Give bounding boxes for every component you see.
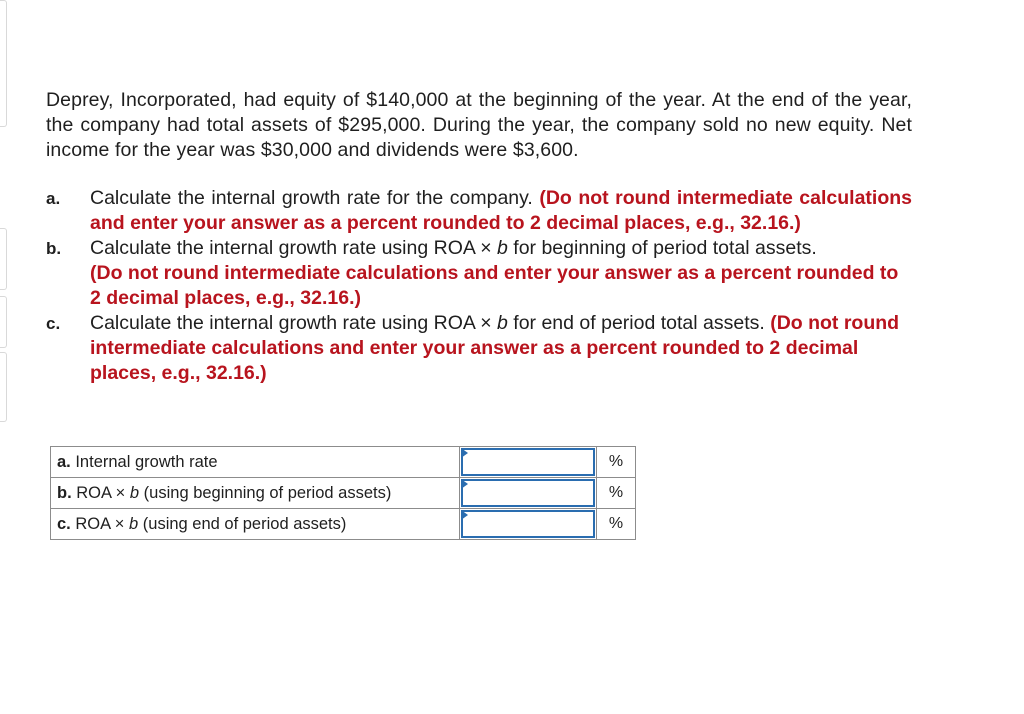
part-body: [90, 186, 912, 236]
variable-b: b: [497, 237, 508, 259]
part-body: [90, 311, 912, 386]
part-letter: c.: [46, 314, 61, 333]
input-marker-icon: [461, 479, 468, 489]
input-marker-icon: [461, 510, 468, 520]
roa-b-end-input[interactable]: [461, 510, 595, 538]
question-part-a: [46, 186, 912, 236]
answer-row-c: [51, 509, 636, 540]
answer-label-text: ROA ×: [70, 514, 129, 533]
question-intro: Deprey, Incorporated, had equity of $140,000 at the beginning of the year. At the end of the year, the company had total assets of $295,000. During the year, the company sold no new equity. Net income for the year was $30,000 and dividends were $3,600.: [46, 89, 912, 161]
part-instruction: (Do not round intermediate calculations and enter your answer as a percent rounded to 2 decimal places, e.g., 32.16.): [90, 262, 899, 309]
answer-table: [50, 446, 636, 540]
variable-b: b: [129, 483, 140, 502]
answer-letter: c.: [57, 514, 71, 533]
answer-label-text: Internal growth rate: [70, 452, 218, 471]
answer-row-a: [51, 447, 636, 478]
part-instruction: (Do not round intermediate calculations and enter your answer as a percent rounded to 2 decimal places, e.g., 32.16.): [90, 187, 913, 234]
question-part-c: [46, 311, 912, 386]
answer-label: [51, 447, 460, 478]
side-panel-edge: [0, 0, 6, 430]
roa-b-beginning-input[interactable]: [461, 479, 595, 507]
side-tab[interactable]: [0, 0, 7, 127]
answer-label-text: ROA ×: [71, 483, 130, 502]
input-marker-icon: [461, 448, 468, 458]
variable-b: b: [129, 514, 139, 533]
question-part-b: [46, 236, 912, 311]
answer-row-b: [51, 478, 636, 509]
answer-letter: b.: [57, 483, 72, 502]
side-tab[interactable]: [0, 296, 7, 348]
part-letter: b.: [46, 239, 62, 258]
unit-label: %: [597, 447, 636, 478]
part-text-before: Calculate the internal growth rate using ROA ×: [90, 237, 498, 259]
part-instruction: (Do not round intermediate calculations and enter your answer as a percent rounded to 2 decimal places, e.g., 32.16.): [90, 312, 900, 384]
answer-label: [51, 509, 460, 540]
side-tab[interactable]: [0, 228, 7, 290]
answer-label-text: (using beginning of period assets): [139, 483, 392, 502]
answer-input-cell: [460, 509, 597, 540]
answer-label-text: (using end of period assets): [138, 514, 347, 533]
answer-input-cell: [460, 447, 597, 478]
variable-b: b: [497, 312, 508, 334]
unit-label: %: [597, 478, 636, 509]
answer-label: [51, 478, 460, 509]
internal-growth-rate-input[interactable]: [461, 448, 595, 476]
part-letter: a.: [46, 189, 61, 208]
side-tab[interactable]: [0, 352, 7, 422]
answer-input-cell: [460, 478, 597, 509]
part-text-after: for end of period total assets.: [507, 312, 765, 334]
question-parts: [46, 186, 912, 386]
unit-label: %: [597, 509, 636, 540]
part-text: Calculate the internal growth rate for the company.: [90, 187, 533, 209]
part-text-after: for beginning of period total assets.: [507, 237, 817, 259]
answer-letter: a.: [57, 452, 71, 471]
part-body: [90, 236, 912, 311]
part-text-before: Calculate the internal growth rate using ROA ×: [90, 312, 498, 334]
